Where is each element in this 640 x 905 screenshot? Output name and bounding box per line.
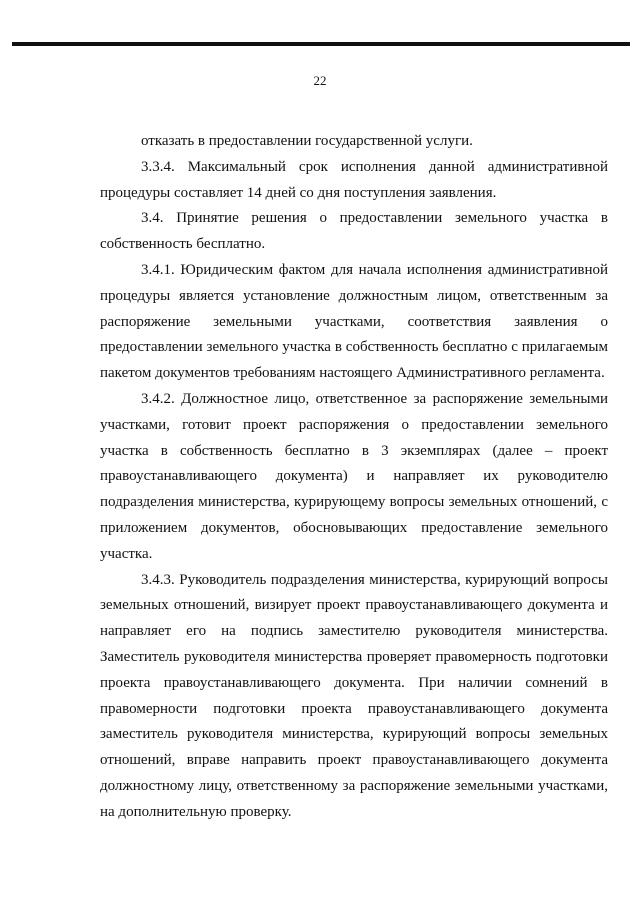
document-body [100,129,608,826]
header-rule [12,42,630,46]
paragraph-3-3-4: 3.3.4. Максимальный срок исполнения данной административной процедуры составляет 14 дней со дня поступления заявления. [100,158,608,201]
paragraph-3-4-2: 3.4.2. Должностное лицо, ответственное за распоряжение земельными участками, готовит проект распоряжения о предоставлении земельного участка в собственность бесплатно в 3 экземплярах (далее – проект правоустанавливающего документа) и направляет их руководителю подразделения министерства, курирующему вопросы земельных отношений, с приложением документов, обосновывающих предоставление земельного участка. [100,390,608,562]
page-number: 22 [313,73,327,88]
paragraph-3-4: 3.4. Принятие решения о предоставлении земельного участка в собственность бесплатно. [100,210,608,253]
paragraph-continuation: отказать в предоставлении государственной услуги. [141,133,473,149]
paragraph-3-4-1: 3.4.1. Юридическим фактом для начала исполнения административной процедуры является установление должностным лицом, ответственным за распоряжение земельными участками, соответствия заявления о предоставлении земельного участка в собственность бесплатно с прилагаемым пакетом документов требованиям настоящего Административного регламента. [100,261,608,382]
paragraph-3-4-3: 3.4.3. Руководитель подразделения министерства, курирующий вопросы земельных отношений, визирует проект правоустанавливающего документа и направляет его на подпись заместителю руководителя министерства. Заместитель руководителя министерства проверяет правомерность подготовки проекта правоустанавливающего документа. При наличии сомнений в правомерности подготовки проекта правоустанавливающего документа заместитель руководителя министерства, курирующий вопросы земельных отношений, вправе направить проект правоустанавливающего документа должностному лицу, ответственному за распоряжение земельными участками, на дополнительную проверку. [100,571,608,820]
